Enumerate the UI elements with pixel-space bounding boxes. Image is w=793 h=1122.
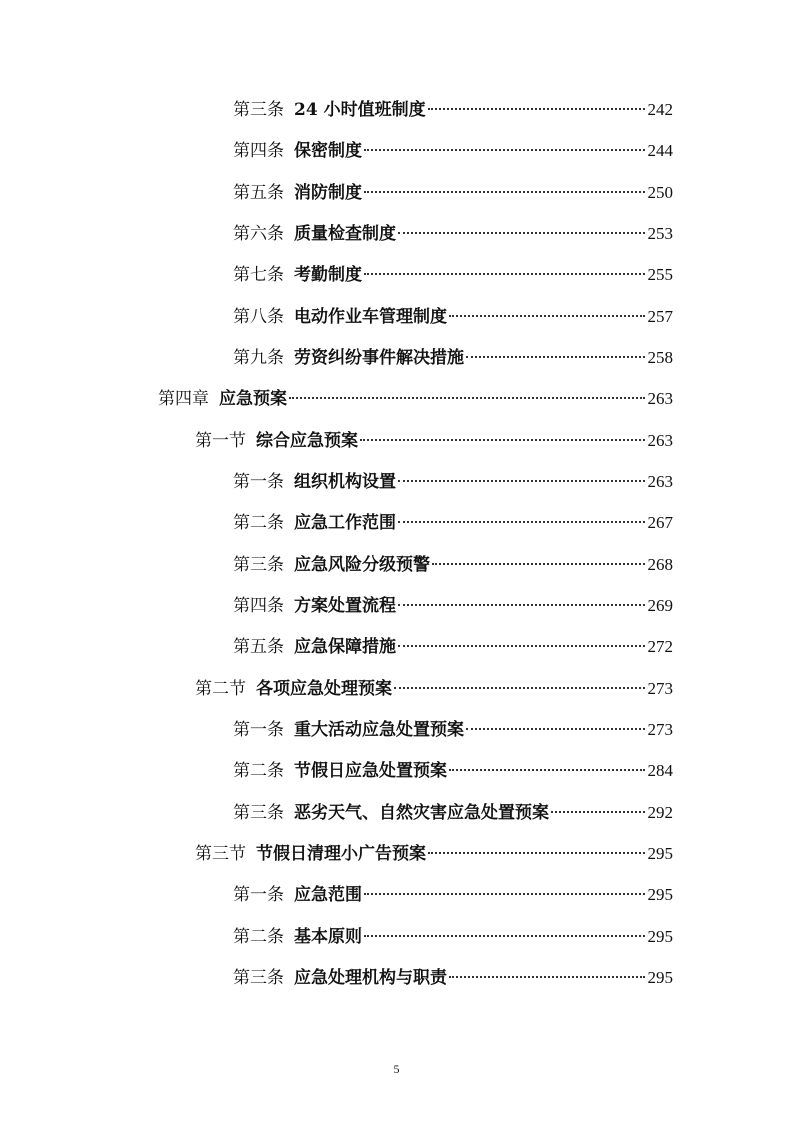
- page-number: 5: [393, 1062, 400, 1076]
- toc-entry-number: 第七条: [233, 265, 284, 285]
- toc-entry[interactable]: [233, 510, 673, 536]
- toc-entry-number: 第四条: [233, 596, 284, 616]
- toc-entry-page: 295: [647, 885, 673, 904]
- toc-entry-section[interactable]: [195, 676, 673, 702]
- toc-entry-title: 组织机构设置: [294, 472, 396, 492]
- toc-entry-title: 24 小时值班制度: [294, 100, 426, 120]
- toc-entry-section[interactable]: [195, 841, 673, 867]
- toc-entry-page: 253: [647, 224, 673, 243]
- toc-entry[interactable]: [233, 180, 673, 206]
- toc-entry-title: 应急预案: [219, 389, 287, 409]
- toc-entry-title: 重大活动应急处置预案: [294, 720, 464, 740]
- toc-entry-number: 第三条: [233, 100, 284, 120]
- toc-entry[interactable]: [233, 552, 673, 578]
- toc-entry-title: 节假日清理小广告预案: [256, 844, 426, 864]
- toc-entry-number: 第一条: [233, 885, 284, 905]
- toc-entry-chapter[interactable]: [158, 386, 673, 412]
- toc-entry-number: 第三节: [195, 844, 246, 864]
- toc-entry-page: 244: [647, 141, 673, 160]
- toc-entry-page: 267: [647, 513, 673, 532]
- dot-leader: [364, 191, 645, 193]
- toc-entry-number: 第三条: [233, 968, 284, 988]
- dot-leader: [398, 521, 645, 523]
- toc-entry-title: 节假日应急处置预案: [294, 761, 447, 781]
- toc-entry-number: 第六条: [233, 224, 284, 244]
- dot-leader: [364, 273, 645, 275]
- toc-entry-title: 保密制度: [294, 141, 362, 161]
- toc-entry-page: 255: [647, 265, 673, 284]
- toc-entry[interactable]: [233, 717, 673, 743]
- toc-entry-title: 应急风险分级预警: [294, 555, 430, 575]
- toc-entry-page: 295: [647, 968, 673, 987]
- toc-entry-number: 第三条: [233, 555, 284, 575]
- toc-entry[interactable]: [233, 800, 673, 826]
- dot-leader: [360, 439, 645, 441]
- toc-entry[interactable]: [233, 882, 673, 908]
- toc-entry[interactable]: [233, 138, 673, 164]
- toc-entry-page: 295: [647, 927, 673, 946]
- toc-entry[interactable]: [233, 262, 673, 288]
- toc-entry-title: 应急处理机构与职责: [294, 968, 447, 988]
- dot-leader: [466, 728, 645, 730]
- toc-entry[interactable]: [233, 634, 673, 660]
- dot-leader: [449, 769, 645, 771]
- dot-leader: [394, 687, 645, 689]
- dot-leader: [551, 811, 645, 813]
- toc-entry-page: 257: [647, 307, 673, 326]
- dot-leader: [428, 852, 645, 854]
- dot-leader: [289, 397, 645, 399]
- toc-entry[interactable]: [233, 593, 673, 619]
- toc-entry-number: 第二条: [233, 513, 284, 533]
- toc-entry-title: 应急保障措施: [294, 637, 396, 657]
- toc-entry-number: 第三条: [233, 803, 284, 823]
- toc-entry-number: 第一节: [195, 431, 246, 451]
- toc-entry-section[interactable]: [195, 428, 673, 454]
- toc-entry-page: 258: [647, 348, 673, 367]
- toc-entry-number: 第二条: [233, 761, 284, 781]
- toc-entry-page: 292: [647, 803, 673, 822]
- dot-leader: [364, 149, 645, 151]
- toc-entry[interactable]: [233, 965, 673, 991]
- toc-entry-page: 268: [647, 555, 673, 574]
- toc-entry[interactable]: [233, 469, 673, 495]
- toc-entry-page: 272: [647, 637, 673, 656]
- dot-leader: [428, 108, 645, 110]
- toc-entry[interactable]: [233, 924, 673, 950]
- toc-entry-title: 基本原则: [294, 927, 362, 947]
- toc-entry-title: 应急工作范围: [294, 513, 396, 533]
- toc-entry-page: 269: [647, 596, 673, 615]
- toc-entry-page: 263: [647, 431, 673, 450]
- toc-entry-page: 242: [647, 100, 673, 119]
- toc-entry[interactable]: [233, 304, 673, 330]
- toc-entry-number: 第八条: [233, 307, 284, 327]
- toc-entry-page: 273: [647, 679, 673, 698]
- dot-leader: [449, 315, 645, 317]
- toc-entry-title: 电动作业车管理制度: [294, 307, 447, 327]
- toc-entry-title: 劳资纠纷事件解决措施: [294, 348, 464, 368]
- toc-entry-number: 第四条: [233, 141, 284, 161]
- toc-entry-title: 考勤制度: [294, 265, 362, 285]
- toc-entry-number: 第二条: [233, 927, 284, 947]
- toc-entry[interactable]: [233, 345, 673, 371]
- toc-entry-title: 各项应急处理预案: [256, 679, 392, 699]
- toc-entry-number: 第五条: [233, 637, 284, 657]
- toc-entry-page: 295: [647, 844, 673, 863]
- dot-leader: [398, 645, 645, 647]
- dot-leader: [398, 232, 645, 234]
- dot-leader: [398, 604, 645, 606]
- toc-entry-page: 263: [647, 389, 673, 408]
- dot-leader: [364, 893, 645, 895]
- toc-entry-number: 第一条: [233, 720, 284, 740]
- toc-entry-number: 第二节: [195, 679, 246, 699]
- toc-entry-title: 质量检查制度: [294, 224, 396, 244]
- dot-leader: [449, 976, 645, 978]
- toc-entry-number: 第九条: [233, 348, 284, 368]
- toc-entry[interactable]: [233, 97, 673, 123]
- toc-entry-title: 应急范围: [294, 885, 362, 905]
- toc-entry-page: 263: [647, 472, 673, 491]
- toc-entry[interactable]: [233, 758, 673, 784]
- toc-entry-number: 第四章: [158, 389, 209, 409]
- toc-entry-number: 第五条: [233, 183, 284, 203]
- dot-leader: [466, 356, 645, 358]
- toc-entry-number: 第一条: [233, 472, 284, 492]
- dot-leader: [364, 935, 645, 937]
- toc-entry-page: 250: [647, 183, 673, 202]
- dot-leader: [432, 563, 645, 565]
- toc-entry-title: 综合应急预案: [256, 431, 358, 451]
- dot-leader: [398, 480, 645, 482]
- toc-entry-page: 284: [647, 761, 673, 780]
- toc-entry-title: 恶劣天气、自然灾害应急处置预案: [294, 803, 549, 823]
- toc-entry-title: 方案处置流程: [294, 596, 396, 616]
- toc-entry[interactable]: [233, 221, 673, 247]
- toc-entry-page: 273: [647, 720, 673, 739]
- toc-entry-title: 消防制度: [294, 183, 362, 203]
